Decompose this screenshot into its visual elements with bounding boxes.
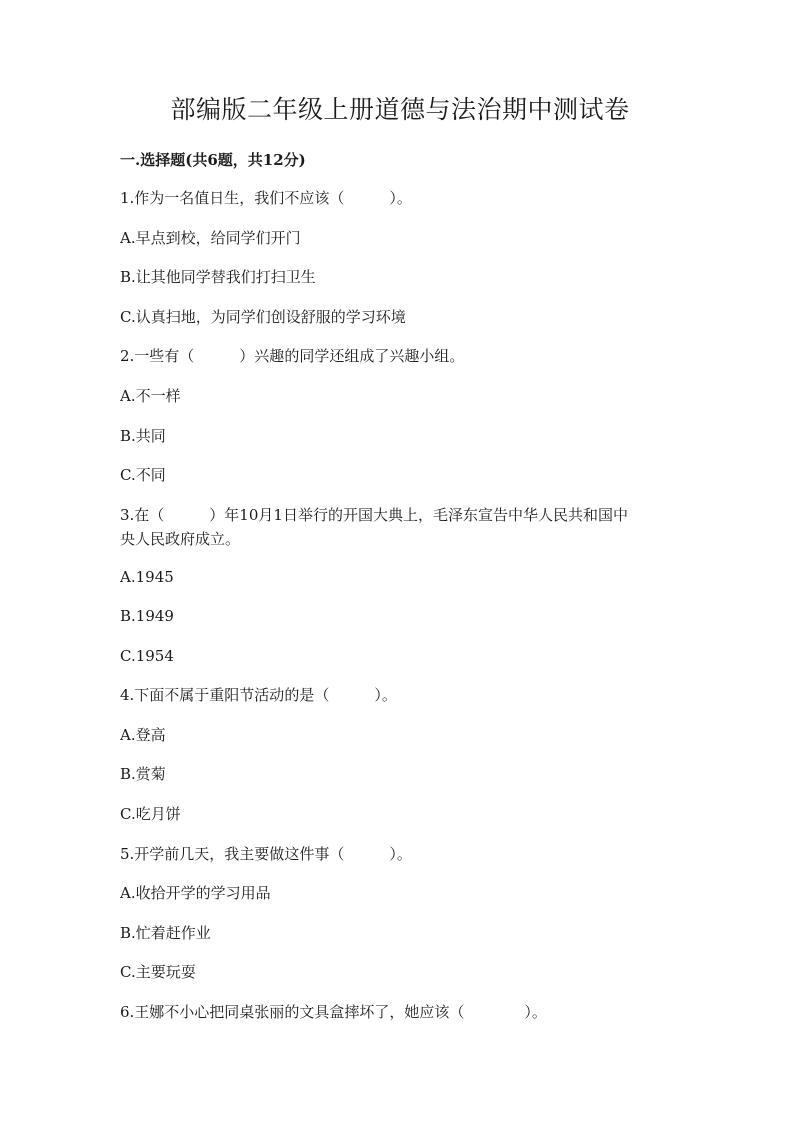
question-2-option-c: C.不同 <box>120 466 166 484</box>
question-1-option-c: C.认真扫地，为同学们创设舒服的学习环境 <box>120 308 406 326</box>
question-4-stem: 4.下面不属于重阳节活动的是（ ）。 <box>120 686 397 704</box>
question-2-stem: 2.一些有（ ）兴趣的同学还组成了兴趣小组。 <box>120 347 465 365</box>
question-5-stem: 5.开学前几天，我主要做这件事（ ）。 <box>120 845 412 863</box>
question-4-option-a: A.登高 <box>120 726 166 744</box>
question-3-option-c: C.1954 <box>120 647 174 665</box>
question-6-stem: 6.王娜不小心把同桌张丽的文具盒摔坏了，她应该（ ）。 <box>120 1003 547 1021</box>
question-5-option-b: B.忙着赶作业 <box>120 924 211 942</box>
question-1-option-a: A.早点到校，给同学们开门 <box>120 229 301 247</box>
page-title: 部编版二年级上册道德与法治期中测试卷 <box>170 95 630 124</box>
question-3-option-b: B.1949 <box>120 607 174 625</box>
question-5-option-c: C.主要玩耍 <box>120 963 196 981</box>
question-4-option-b: B.赏菊 <box>120 765 166 783</box>
question-5-option-a: A.收拾开学的学习用品 <box>120 884 271 902</box>
question-2-option-a: A.不一样 <box>120 387 181 405</box>
question-1-stem: 1.作为一名值日生，我们不应该（ ）。 <box>120 189 412 207</box>
question-3-option-a: A.1945 <box>120 568 174 586</box>
question-1-option-b: B.让其他同学替我们打扫卫生 <box>120 268 316 286</box>
section-heading: 一.选择题(共6题，共12分) <box>120 151 306 169</box>
question-3-stem-line-1: 3.在（ ）年10月1日举行的开国大典上，毛泽东宣告中华人民共和国中 <box>120 506 628 524</box>
question-3-stem-line-2: 央人民政府成立。 <box>120 530 241 548</box>
question-2-option-b: B.共同 <box>120 427 166 445</box>
question-4-option-c: C.吃月饼 <box>120 805 181 823</box>
